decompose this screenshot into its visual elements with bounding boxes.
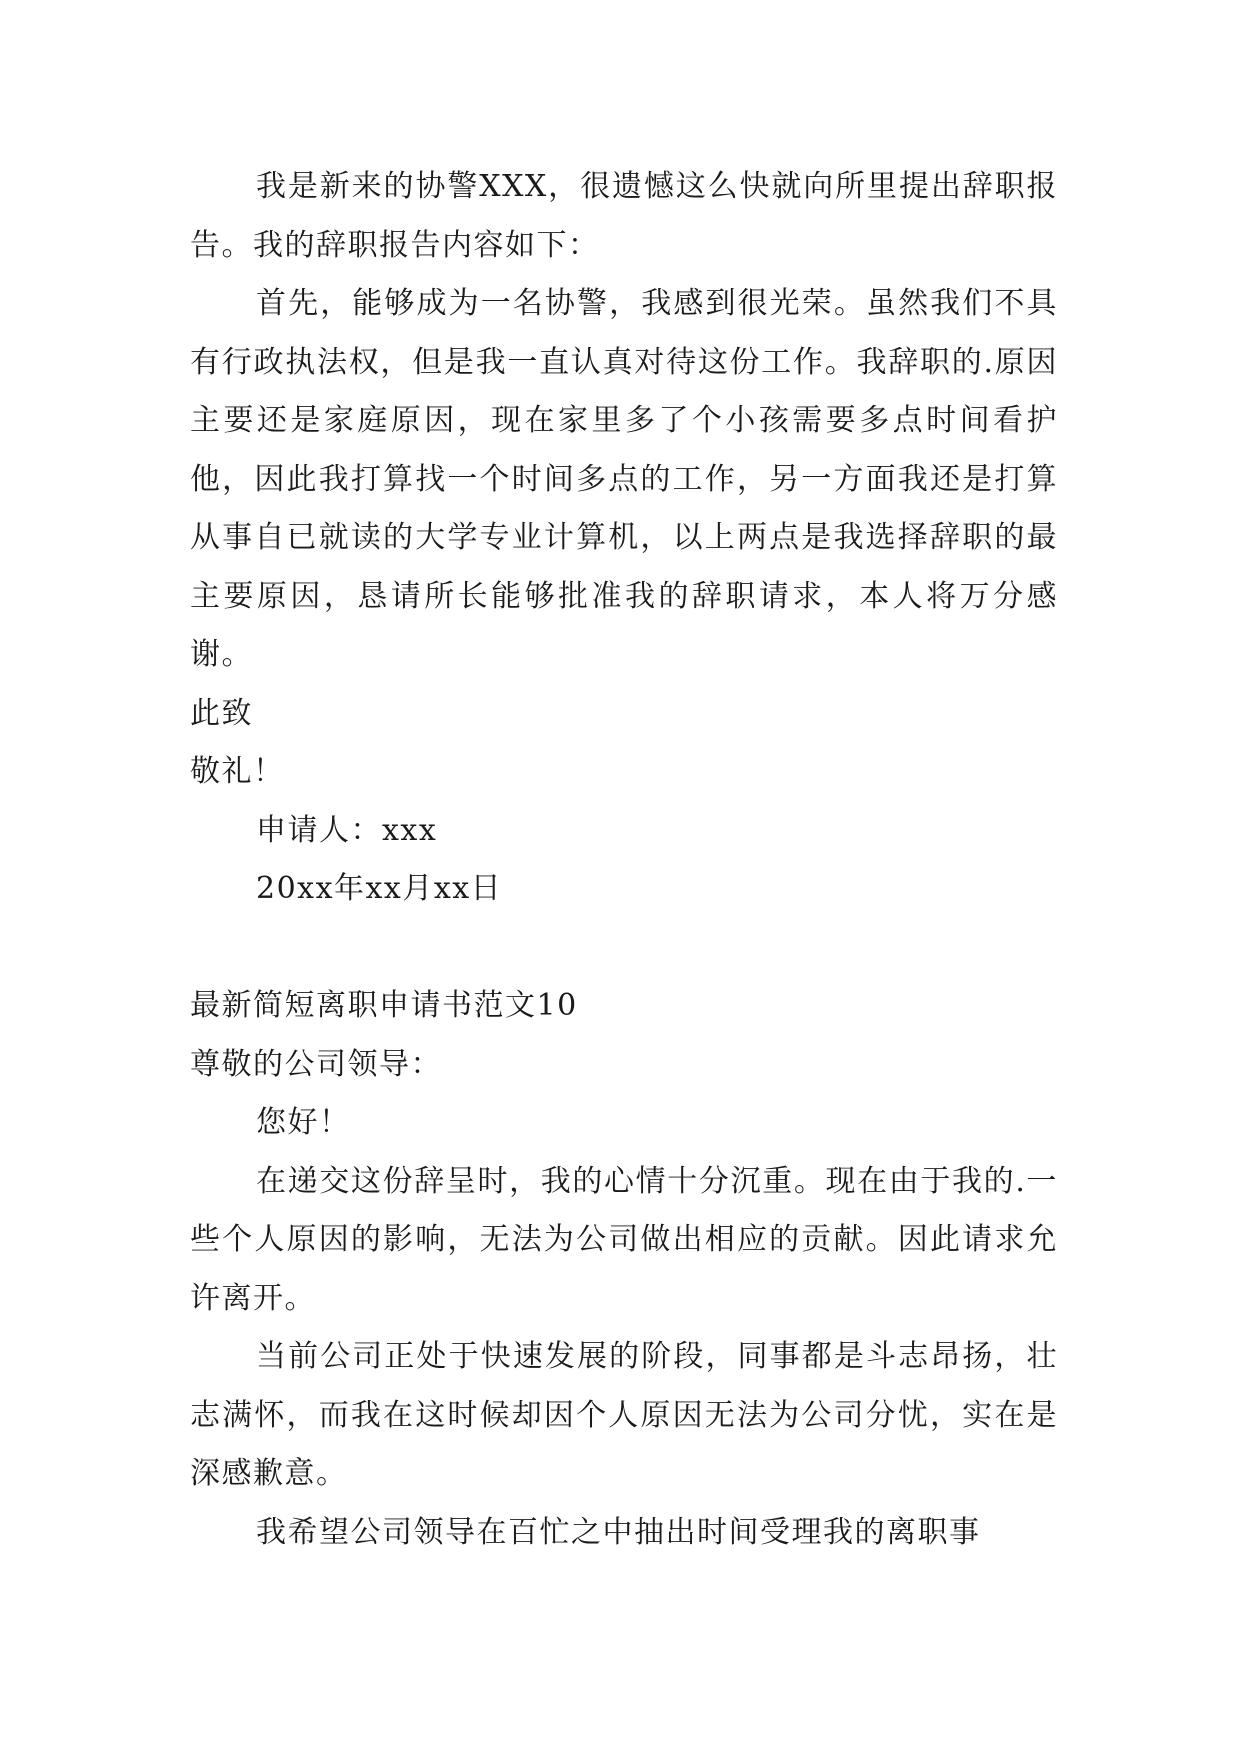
paragraph-request: 我希望公司领导在百忙之中抽出时间受理我的离职事 bbox=[256, 1514, 981, 1550]
section-title: 最新简短离职申请书范文10 bbox=[190, 988, 578, 1023]
applicant-signature: 申请人：xxx bbox=[256, 812, 438, 848]
paragraph-submission: 在递交这份辞呈时，我的心情十分沉重。现在由于我的.一些个人原因的影响，无法为公司做出相应的贡献。因此请求允许离开。 bbox=[190, 1163, 1058, 1316]
salutation: 尊敬的公司领导： bbox=[190, 1046, 442, 1082]
section-spacer bbox=[190, 919, 1058, 978]
document-body bbox=[190, 158, 1058, 1562]
paragraph-reason: 首先，能够成为一名协警，我感到很光荣。虽然我们不具有行政执法权，但是我一直认真对待这份工作。我辞职的.原因主要还是家庭原因，现在家里多了个小孩需要多点时间看护他，因此我打算找一个时间多点的工作，另一方面我还是打算从事自已就读的大学专业计算机，以上两点是我选择辞职的最主要原因，恳请所长能够批准我的辞职请求，本人将万分感谢。 bbox=[190, 286, 1058, 672]
paragraph-company: 当前公司正处于快速发展的阶段，同事都是斗志昂扬，壮志满怀，而我在这时候却因个人原因无法为公司分忧，实在是深感歉意。 bbox=[190, 1339, 1058, 1491]
greeting: 您好！ bbox=[256, 1105, 351, 1140]
closing-line-2: 敬礼！ bbox=[190, 754, 285, 789]
paragraph-intro: 我是新来的协警XXX，很遗憾这么快就向所里提出辞职报告。我的辞职报告内容如下： bbox=[190, 169, 1058, 263]
closing-line-1: 此致 bbox=[190, 695, 253, 731]
signature-date: 20xx年xx月xx日 bbox=[256, 871, 503, 906]
